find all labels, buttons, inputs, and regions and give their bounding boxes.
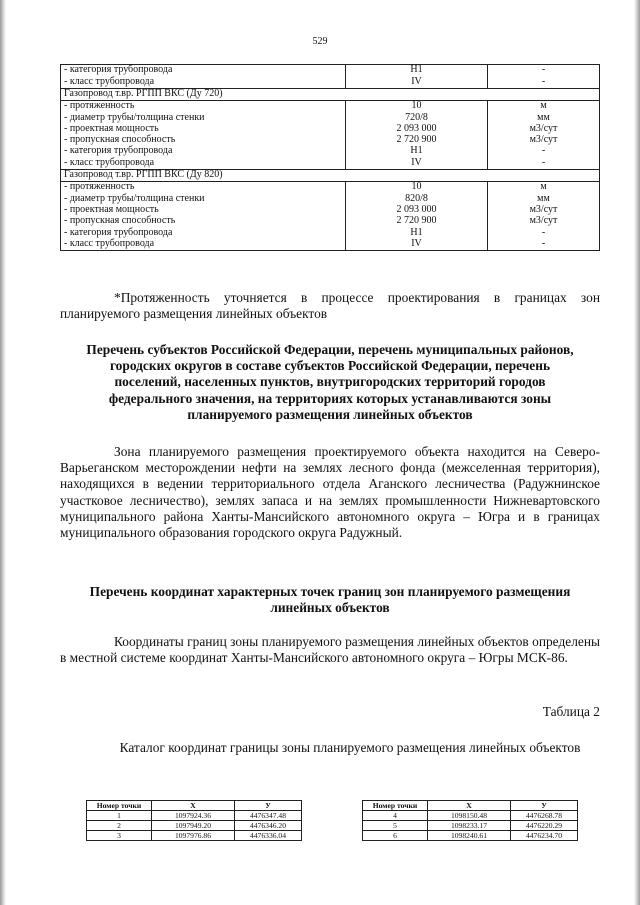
x-coordinate: 1097976.86: [152, 831, 235, 841]
y-coordinate: 4476346.20: [235, 821, 302, 831]
scan-edge-left: [0, 0, 6, 905]
x-coordinate: 1098233.17: [428, 821, 511, 831]
row-value: 2 093 000: [346, 123, 488, 134]
row-unit: м3/сут: [488, 205, 600, 216]
row-value: 720/8: [346, 112, 488, 123]
y-coordinate: 4476220.29: [511, 821, 578, 831]
footnote: *Протяженность уточняется в процессе проектирования в границах зон планируемого размещения линейных объектов: [60, 290, 600, 322]
table-row: [61, 112, 600, 123]
table-row: [87, 821, 302, 831]
row-label: - категория трубопровода: [61, 65, 346, 77]
y-coordinate: 4476268.78: [511, 811, 578, 821]
x-coordinate: 1097924.36: [152, 811, 235, 821]
paragraph-zone-location: Зона планируемого размещения проектируемого объекта находится на Северо-Варьеганском месторождении нефти на землях лесного фонда (межселенная территория), находящихся в ведении территориального отдела Аганского лесничества (Радужнинское участковое лесничество), землях запаса и на землях промышленности Нижневартовского муниципального района Ханты-Мансийского автономного округа – Югра и в границах муниципального образования городского округа Радужный.: [60, 444, 600, 541]
row-value: IV: [346, 157, 488, 169]
point-number: 4: [363, 811, 428, 821]
section-header-row: [61, 88, 600, 100]
section-heading-coordinates: Перечень координат характерных точек границ зон планируемого размещения линейных объектов: [89, 584, 571, 616]
row-value: 10: [346, 181, 488, 193]
row-value: H1: [346, 65, 488, 77]
table-row: [61, 205, 600, 216]
row-unit: -: [488, 227, 600, 238]
row-value: 2 720 900: [346, 135, 488, 146]
row-unit: -: [488, 157, 600, 169]
row-label: - класс трубопровода: [61, 238, 346, 250]
table-row: [61, 181, 600, 193]
table-row: [61, 76, 600, 88]
table-row: [61, 216, 600, 227]
row-label: - диаметр трубы/толщина стенки: [61, 193, 346, 204]
row-label: - диаметр трубы/толщина стенки: [61, 112, 346, 123]
row-unit: м: [488, 100, 600, 112]
row-label: - проектная мощность: [61, 205, 346, 216]
row-label: - категория трубопровода: [61, 146, 346, 157]
column-header: Номер точки: [363, 801, 428, 811]
row-label: - пропускная способность: [61, 135, 346, 146]
section-title: Газопровод т.вр. РГПП ВКС (Ду 820): [61, 169, 600, 181]
column-header: У: [235, 801, 302, 811]
row-label: - протяженность: [61, 100, 346, 112]
paragraph-coordinate-system: Координаты границ зоны планируемого размещения линейных объектов определены в местной системе координат Ханты-Мансийского автономного округа – Югры МСК-86.: [60, 634, 600, 666]
pipeline-spec-table: [60, 64, 600, 251]
table-row: [87, 831, 302, 841]
table-row: [61, 193, 600, 204]
table-header-row: [363, 801, 578, 811]
column-header: X: [152, 801, 235, 811]
x-coordinate: 1098240.61: [428, 831, 511, 841]
row-value: 2 093 000: [346, 205, 488, 216]
section-heading-subjects: Перечень субъектов Российской Федерации, перечень муниципальных районов, городских округов в составе субъектов Российской Федерации, перечень поселений, населенных пунктов, внутригородских территорий городов федерального значения, на территориях которых устанавливаются зоны планируемого размещения линейных объектов: [86, 342, 574, 422]
column-header: Номер точки: [87, 801, 152, 811]
y-coordinate: 4476336.04: [235, 831, 302, 841]
table-header-row: [87, 801, 302, 811]
row-label: - категория трубопровода: [61, 227, 346, 238]
row-unit: м3/сут: [488, 123, 600, 134]
row-label: - класс трубопровода: [61, 76, 346, 88]
coordinates-table-left: [86, 800, 302, 841]
row-unit: -: [488, 76, 600, 88]
table-row: [61, 146, 600, 157]
row-value: 820/8: [346, 193, 488, 204]
row-unit: м3/сут: [488, 216, 600, 227]
column-header: У: [511, 801, 578, 811]
point-number: 1: [87, 811, 152, 821]
point-number: 3: [87, 831, 152, 841]
table-row: [363, 831, 578, 841]
row-label: - проектная мощность: [61, 123, 346, 134]
section-title: Газопровод т.вр. РГПП ВКС (Ду 720): [61, 88, 600, 100]
table-row: [363, 821, 578, 831]
row-value: IV: [346, 238, 488, 250]
row-unit: м: [488, 181, 600, 193]
row-value: IV: [346, 76, 488, 88]
table-row: [87, 811, 302, 821]
row-unit: м3/сут: [488, 135, 600, 146]
table-row: [61, 123, 600, 134]
row-value: H1: [346, 146, 488, 157]
column-header: X: [428, 801, 511, 811]
catalog-title: Каталог координат границы зоны планируемого размещения линейных объектов: [119, 740, 581, 755]
row-unit: -: [488, 238, 600, 250]
row-value: H1: [346, 227, 488, 238]
row-unit: мм: [488, 112, 600, 123]
point-number: 5: [363, 821, 428, 831]
table-row: [61, 65, 600, 77]
coordinates-table-right: [362, 800, 578, 841]
row-unit: -: [488, 65, 600, 77]
table-label: Таблица 2: [542, 704, 600, 719]
row-label: - протяженность: [61, 181, 346, 193]
section-header-row: [61, 169, 600, 181]
scan-edge-right: [634, 0, 640, 905]
point-number: 2: [87, 821, 152, 831]
row-label: - пропускная способность: [61, 216, 346, 227]
table-row: [61, 157, 600, 169]
table-row: [61, 227, 600, 238]
table-row: [61, 238, 600, 250]
row-unit: -: [488, 146, 600, 157]
row-unit: мм: [488, 193, 600, 204]
row-value: 2 720 900: [346, 216, 488, 227]
table-row: [363, 811, 578, 821]
y-coordinate: 4476347.48: [235, 811, 302, 821]
page-number: 529: [312, 36, 328, 47]
x-coordinate: 1098150.48: [428, 811, 511, 821]
table-row: [61, 100, 600, 112]
y-coordinate: 4476234.70: [511, 831, 578, 841]
point-number: 6: [363, 831, 428, 841]
row-value: 10: [346, 100, 488, 112]
row-label: - класс трубопровода: [61, 157, 346, 169]
table-row: [61, 135, 600, 146]
x-coordinate: 1097949.20: [152, 821, 235, 831]
